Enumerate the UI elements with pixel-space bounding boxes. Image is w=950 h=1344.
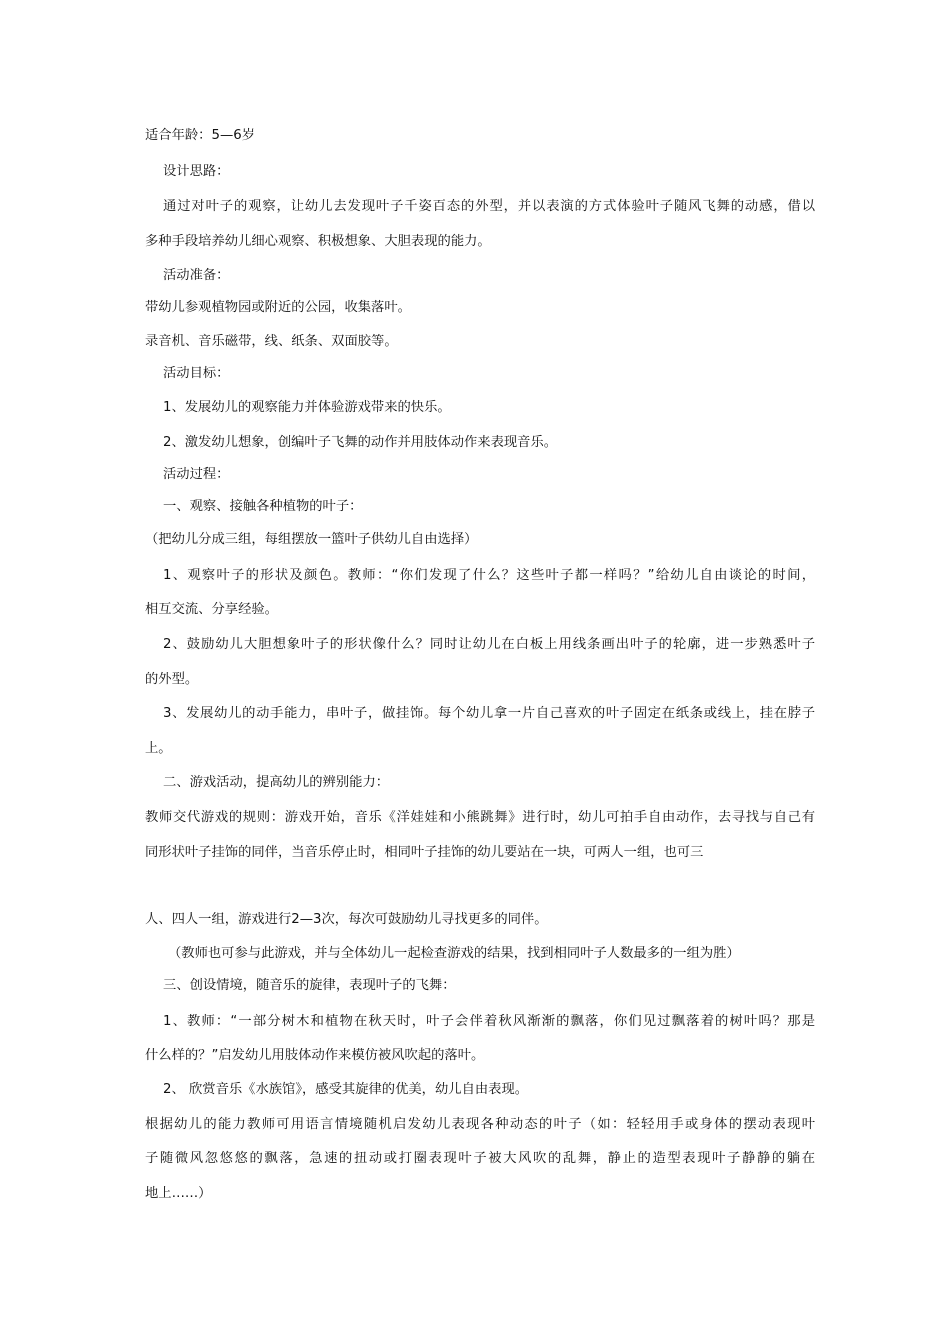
- closing-line-3: 地上……）: [145, 1186, 212, 1201]
- design-heading: 设计思路：: [163, 164, 230, 179]
- section-2-heading: 二、游戏活动，提高幼儿的辨别能力：: [163, 775, 390, 790]
- step-3-1-line-1: 1、教师：“一部分树木和植物在秋天时，叶子会伴着秋风渐渐的飘落，你们见过飘落着的树叶吗？那是: [163, 1014, 815, 1029]
- step-3-1-line-2: 什么样的？”启发幼儿用肢体动作来模仿被风吹起的落叶。: [145, 1048, 485, 1063]
- preparation-item-2: 录音机、音乐磁带，线、纸条、双面胶等。: [145, 334, 398, 349]
- step-1-1-line-1: 1、观察叶子的形状及颜色。教师：“你们发现了什么？这些叶子都一样吗？”给幼儿自由谈论的时间，: [163, 568, 815, 583]
- design-paragraph-line-2: 多种手段培养幼儿细心观察、积极想象、大胆表现的能力。: [145, 234, 491, 249]
- section-1-note: （把幼儿分成三组，每组摆放一篮叶子供幼儿自由选择）: [145, 532, 478, 547]
- game-rules-line-1: 教师交代游戏的规则：游戏开始，音乐《洋娃娃和小熊跳舞》进行时，幼儿可拍手自由动作，去寻找与自己有: [145, 810, 815, 825]
- process-heading: 活动过程：: [163, 467, 230, 482]
- age-line: 适合年龄：5—6岁: [145, 128, 255, 143]
- section-3-heading: 三、创设情境，随音乐的旋律，表现叶子的飞舞：: [163, 978, 456, 993]
- preparation-heading: 活动准备：: [163, 268, 230, 283]
- step-1-2-line-1: 2、鼓励幼儿大胆想象叶子的形状像什么？同时让幼儿在白板上用线条画出叶子的轮廓，进一步熟悉叶子: [163, 637, 815, 652]
- step-1-3-line-2: 上。: [145, 741, 172, 756]
- goal-2: 2、激发幼儿想象，创编叶子飞舞的动作并用肢体动作来表现音乐。: [163, 435, 558, 450]
- preparation-item-1: 带幼儿参观植物园或附近的公园，收集落叶。: [145, 300, 411, 315]
- game-rules-line-2: 同形状叶子挂饰的同伴，当音乐停止时，相同叶子挂饰的幼儿要站在一块，可两人一组，也可三: [145, 845, 704, 860]
- section-1-heading: 一、观察、接触各种植物的叶子：: [163, 499, 363, 514]
- closing-line-2: 子随微风忽悠悠的飘落，急速的扭动或打圈表现叶子被大风吹的乱舞，静止的造型表现叶子静静的躺在: [145, 1151, 815, 1166]
- game-note: （教师也可参与此游戏，并与全体幼儿一起检查游戏的结果，找到相同叶子人数最多的一组为胜）: [168, 946, 740, 961]
- closing-line-1: 根据幼儿的能力教师可用语言情境随机启发幼儿表现各种动态的叶子（如：轻轻用手或身体的摆动表现叶: [145, 1117, 815, 1132]
- design-paragraph-line-1: 通过对叶子的观察，让幼儿去发现叶子千姿百态的外型，并以表演的方式体验叶子随风飞舞的动感，借以: [163, 199, 815, 214]
- game-rules-line-3: 人、四人一组，游戏进行2—3次，每次可鼓励幼儿寻找更多的同伴。: [145, 912, 548, 927]
- step-1-1-line-2: 相互交流、分享经验。: [145, 602, 278, 617]
- step-1-2-line-2: 的外型。: [145, 672, 199, 687]
- goals-heading: 活动目标：: [163, 366, 230, 381]
- goal-1: 1、发展幼儿的观察能力并体验游戏带来的快乐。: [163, 400, 451, 415]
- step-1-3-line-1: 3、发展幼儿的动手能力，串叶子，做挂饰。每个幼儿拿一片自己喜欢的叶子固定在纸条或线上，挂在脖子: [163, 706, 815, 721]
- step-3-2: 2、 欣赏音乐《水族馆》，感受其旋律的优美，幼儿自由表现。: [163, 1082, 529, 1097]
